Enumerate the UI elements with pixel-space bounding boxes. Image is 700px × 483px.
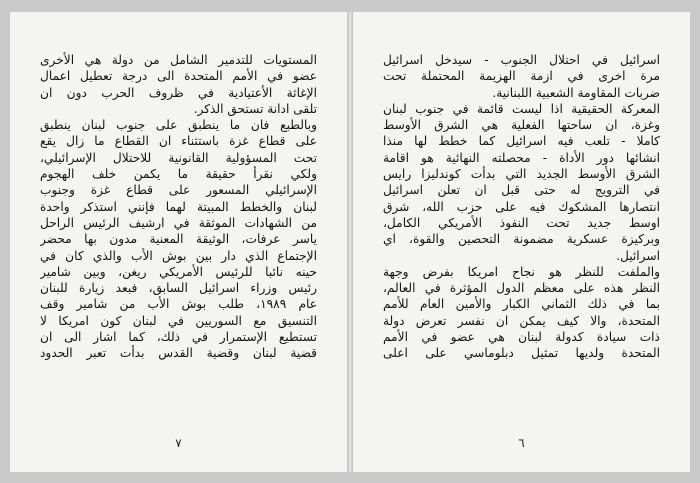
text-line: التنسيق مع السوريين في لبنان كون امريكا لا: [40, 313, 317, 328]
text-line: بما في ذلك الثماني الكبار والأمين العام للأمم: [383, 297, 660, 312]
text-line: في الترويج له حتى قبل ان تعلن اسرائيل: [383, 183, 660, 198]
text-line: وغزة، ان ساحتها الفعلية هي الشرق الأوسط: [383, 118, 660, 133]
text-line: من الشهادات الموثقة في ارشيف الرئيس الراحل: [40, 215, 317, 230]
text-line: اوسط جديد تحت النفوذ الأمريكي الكامل،: [383, 215, 660, 230]
text-line: عام ١٩٨٩، طلب بوش الأب من شامير وقف: [40, 297, 317, 312]
right-page-text: [383, 52, 660, 362]
page-number: ٧: [175, 436, 182, 450]
text-line: النظر هذه على معظم الدول المؤثرة في العالم،: [383, 281, 660, 296]
text-line: قضية لبنان وقضية القدس بدأت تعبر الحدود: [40, 346, 317, 361]
text-line: على قطاع غزة باستثناء ان القطاع ما زال يقع: [40, 134, 317, 149]
text-line: انتصارها المشكوك فيه على حزب الله، شرق: [383, 199, 660, 214]
text-line: الشرق الأوسط الجديد التي بدأت كوندليزا رايس: [383, 167, 660, 182]
text-line: وبالطبع فان ما ينطبق على جنوب لبنان ينطبق: [40, 118, 317, 133]
text-line: الإسرائيلي المسعور على قطاع غزة وجنوب: [40, 183, 317, 198]
text-line: حينه نائبا للرئيس الأمريكي ريغن، وبين شامير: [40, 264, 317, 279]
left-page: [10, 12, 347, 472]
text-line: اسرائيل.: [616, 248, 660, 263]
left-page-text: [40, 52, 317, 362]
text-line: انشائها دور الأداة - محصلته النهائية هو اقامة: [383, 150, 660, 165]
text-line: اسرائيل في احتلال الجنوب - سيدخل اسرائيل: [383, 53, 660, 67]
text-line: المتحدة ولديها تمثيل دبلوماسي على اعلى: [383, 346, 660, 361]
text-line: كاملا - تلعب فيه اسرائيل كما خطط لها منذا: [383, 134, 660, 149]
right-page: [353, 12, 690, 472]
text-line: تلقى ادانة تستحق الذكر.: [193, 101, 317, 116]
text-line: الإجتماع الذي دار بين بوش الأب والذي كان في: [40, 248, 317, 263]
text-line: عضو في الأمم المتحدة الى درجة تعطيل اعمال: [40, 69, 317, 84]
text-line: مرة اخرى في ازمة الهزيمة المحتملة تحت: [383, 69, 660, 84]
text-line: ذات سيادة كدولة لبنان هي عضو في الأمم: [383, 330, 660, 345]
text-line: لبنان والخطط المبيتة لهما فإنني استذكر واحدة: [40, 199, 317, 214]
text-line: المعركة الحقيقية اذا ليست قائمة في جنوب لبنان: [383, 101, 660, 116]
text-line: ضربات المقاومة الشعبية اللبنانية.: [492, 85, 660, 100]
text-line: وبركيزة عسكرية مضمونة التحصين والقوة، اي: [383, 232, 660, 247]
text-line: الإغاثة الأعتيادية في ظروف الحرب دون ان: [40, 85, 317, 100]
text-line: المستويات للتدمير الشامل من دولة هي الأخرى: [40, 53, 317, 67]
page-number: ٦: [518, 436, 525, 450]
text-line: المتحدة، والا كيف يمكن ان نفسر تعرض دولة: [383, 313, 660, 328]
text-line: والملفت للنظر هو نجاح امريكا بفرض وجهة: [383, 264, 660, 279]
text-line: ياسر عرفات، الوثيقة المعنية مدون بها محضر: [40, 232, 317, 247]
text-line: ولكي نقرأ حقيقة ما يكمن خلف الهجوم: [40, 167, 317, 182]
text-line: تستطيع الإستمرار في ذلك، كما اشار الى ان: [40, 330, 317, 345]
text-line: رئيس وزراء اسرائيل السابق، فبعد زيارة للبنان: [40, 281, 317, 296]
text-line: تحت المسؤولية القانونية للاحتلال الإسرائيلي،: [40, 150, 317, 165]
